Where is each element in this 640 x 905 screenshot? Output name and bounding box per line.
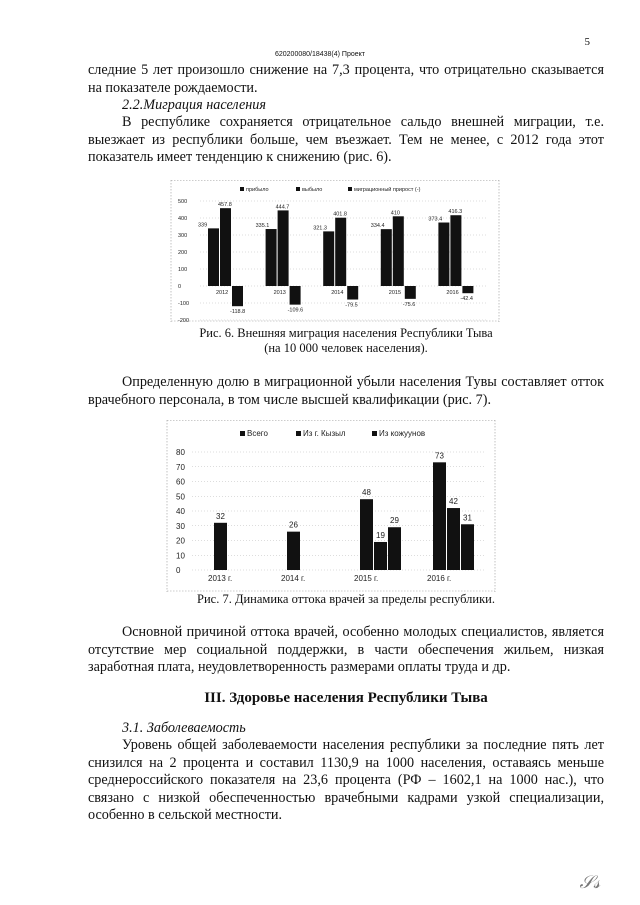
paragraph-birth-rate: следние 5 лет произошло снижение на 7,3 процента, что отрицательно сказывается на показателе рождаемости. [88,62,604,96]
migration-bar [290,286,301,305]
migration-bar [220,208,231,286]
subheading-migration: 2.2.Миграция населения [122,97,266,113]
data-label: 339 [198,222,208,229]
data-label: -109.6 [287,307,304,314]
figure7-caption: Рис. 7. Динамика оттока врачей за пределы республики. [197,592,495,606]
y-tick-label: 0 [178,284,182,290]
y-tick-label: 40 [176,507,185,516]
y-tick-label: 10 [176,551,185,561]
legend-kyzyl: Из г. Кызыл [303,429,346,438]
category-label: 2013 [273,290,286,296]
data-label: 373.4 [428,216,443,223]
migration-bar [266,229,277,286]
legend-swatch-total [240,431,245,436]
document-code: 620200080/18438(4) Проект [274,51,365,58]
outflow-bar [461,524,474,570]
migration-bar [335,218,346,286]
data-label: -79.5 [345,302,358,309]
paragraph-morbidity: Уровень общей заболеваемости населения республики за последние пять лет снизился на 2 процента и составил 1130,9 на 1000 населения, оставаясь меньше среднероссийского показателя на 23,6 процента (РФ – 1602,1 на 1000 нас.), что связано с низкой обеспеченностью врачебными кадрами узкой специализации, особенно в сельской местности. [88,737,604,823]
legend-total: Всего [247,429,268,438]
legend-net: миграционный прирост (-) [354,187,421,193]
paragraph-migration: В республике сохраняется отрицательное сальдо внешней миграции, т.е. выезжает из республики больше, чем въезжает. Тем не менее, с 2012 года этот показатель имеет тенденцию к снижению (рис. 6). [88,114,604,165]
y-tick-label: 60 [176,477,185,487]
figure6-caption-line1: Рис. 6. Внешняя миграция населения Республики Тыва [199,326,493,340]
outflow-bar [388,527,401,570]
migration-bar [393,216,404,286]
legend-swatch-kyzyl [296,431,301,436]
data-label: 31 [463,513,472,523]
data-label: 19 [376,530,385,540]
paragraph-doctor-outflow: Определенную долю в миграционной убыли населения Тувы составляет отток врачебного персонала, в том числе высшей квалификации (рис. 7). [88,374,604,408]
section-title-health: III. Здоровье населения Республики Тыва [204,690,488,706]
migration-bar [462,286,473,293]
legend-arrived: прибыло [246,187,269,193]
subheading-morbidity: 3.1. Заболеваемость [122,720,246,736]
y-tick-label: 300 [178,233,188,239]
legend-swatch-arrived [240,187,244,191]
data-label: 26 [289,520,298,530]
data-label: 401.8 [333,211,347,218]
migration-bar [438,223,449,286]
outflow-bar [433,462,446,570]
legend-kozhuuns: Из кожуунов [379,429,426,438]
legend-swatch-departed [296,187,300,191]
y-tick-label: 400 [178,216,188,222]
y-tick-label: 20 [176,536,185,546]
data-label: -118.8 [230,309,246,316]
data-label: 416.3 [448,209,463,216]
legend-swatch-net [348,187,352,191]
doctor-outflow-legend [240,429,425,438]
y-tick-label: 80 [176,448,185,457]
migration-bar [232,286,243,306]
category-label: 2015 г. [354,574,379,583]
outflow-bar [374,542,387,570]
migration-bar [208,228,219,286]
migration-bar [323,231,334,286]
category-label: 2014 г. [281,574,306,583]
outflow-bar [287,532,300,570]
category-label: 2016 г. [427,574,452,583]
outflow-bar [214,523,227,570]
legend-swatch-kozhuuns [372,431,377,436]
category-label: 2014 [331,290,344,296]
migration-bar [450,215,461,286]
data-label: 32 [216,511,225,521]
paragraph-outflow-reasons: Основной причиной оттока врачей, особенно молодых специалистов, является отсутствие мер социальной поддержки, в части обеспечения жильем, низкая заработная плата, неудовлетворенность размерами оплаты труда и др. [88,624,604,675]
data-label: 29 [390,516,399,526]
outflow-bar [360,499,373,570]
migration-bar [278,210,289,286]
y-tick-label: 100 [178,267,188,273]
data-label: 48 [362,488,371,498]
legend-departed: выбыло [302,187,323,193]
y-tick-label: 50 [176,492,185,502]
category-label: 2012 [216,290,229,296]
category-label: 2016 [446,290,459,296]
y-tick-label: 30 [176,521,185,531]
migration-chart [170,180,500,322]
y-tick-label: 200 [178,250,188,256]
migration-bar [381,229,392,286]
handwritten-page-mark: 𝒮𝓈 [579,872,600,893]
category-label: 2015 [388,290,402,296]
y-tick-label: 0 [176,566,181,575]
category-label: 2013 г. [208,574,233,583]
data-label: 444.7 [275,204,290,211]
y-tick-label: 500 [178,199,188,205]
outflow-bar [447,508,460,570]
y-tick-label: 70 [176,462,185,472]
data-label: 321.3 [313,225,327,232]
migration-bar [405,286,416,299]
figure6-caption-line2: (на 10 000 человек населения). [264,341,428,355]
data-label: 334.4 [370,223,385,230]
data-label: 410 [390,210,400,217]
data-label: 335.1 [255,223,270,230]
migration-legend [240,186,421,193]
data-label: 42 [449,497,458,507]
migration-bar [347,286,358,300]
y-tick-label: -200 [178,318,190,322]
data-label: -42.4 [460,296,473,303]
data-label: 457.8 [218,202,232,209]
y-tick-label: -100 [178,301,190,307]
data-label: -75.6 [402,301,416,308]
page-number: 5 [584,36,590,48]
doctor-outflow-chart [166,420,496,592]
data-label: 73 [435,451,444,461]
